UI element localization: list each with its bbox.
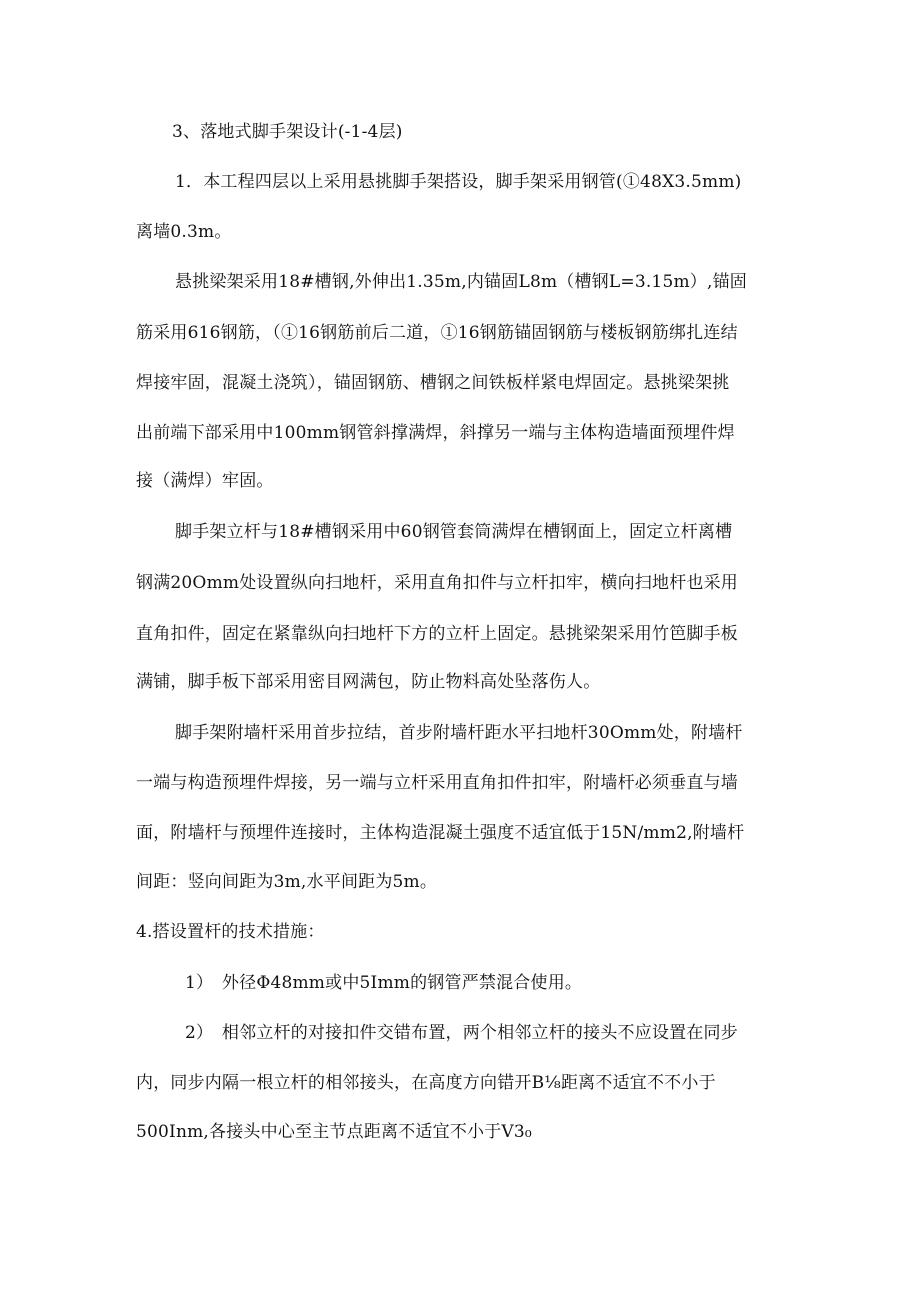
list-item-2-line-1: 2） 相邻立杆的对接扣件交错布置，两个相邻立杆的接头不应设置在同步	[185, 1023, 738, 1043]
list-item-1: 1） 外径Φ48mm或中5Imm的钢管严禁混合使用。	[185, 973, 583, 993]
para3-line-2: 钢满20Omm处设置纵向扫地杆，采用直角扣件与立杆扣牢，横向扫地杆也采用	[136, 573, 739, 593]
para3-line-1: 脚手架立杆与18#槽钢采用中60钢管套筒满焊在槽钢面上，固定立杆离槽	[175, 522, 733, 542]
para1-line-2: 离墙0.3m。	[136, 222, 232, 242]
para2-line-3: 焊接牢固，混凝土浇筑），锚固钢筋、槽钢之间铁板样紧电焊固定。悬挑梁架挑	[136, 373, 730, 393]
para2-line-4: 出前端下部采用中100mm钢管斜撑满焊，斜撑另一端与主体构造墙面预埋件焊	[136, 423, 735, 443]
para4-line-2: 一端与构造预埋件焊接，另一端与立杆采用直角扣件扣牢，附墙杆必须垂直与墙	[136, 773, 738, 793]
para3-line-4: 满铺，脚手板下部采用密目网满包，防止物料高处坠落伤人。	[136, 672, 601, 692]
para4-line-3: 面，附墙杆与预埋件连接时，主体构造混凝土强度不适宜低于15N∕mm2,附墙杆	[136, 823, 745, 843]
para4-line-1: 脚手架附墙杆采用首步拉结，首步附墙杆距水平扫地杆30Omm处，附墙杆	[175, 723, 743, 743]
section4-title: 4.搭设置杆的技术措施：	[136, 922, 325, 942]
para3-line-3: 直角扣件，固定在紧靠纵向扫地杆下方的立杆上固定。悬挑梁架采用竹笆脚手板	[136, 624, 738, 644]
para2-line-5: 接（满焊）牢固。	[136, 471, 274, 491]
section-heading: 3、落地式脚手架设计(-1-4层)	[172, 122, 403, 142]
list-item-2-line-3: 500Inm,各接头中心至主节点距离不适宜不小于V3₀	[136, 1122, 532, 1142]
para1-line-1: 1．本工程四层以上采用悬挑脚手架搭设，脚手架采用钢管(①48X3.5mm)	[175, 172, 742, 192]
para4-line-4: 间距：竖向间距为3m,水平间距为5m。	[136, 872, 438, 892]
list-item-2-line-2: 内，同步内隔一根立杆的相邻接头，在高度方向错开B⅛距离不适宜不不小于	[136, 1073, 716, 1093]
para2-line-2: 筋采用616钢筋，（①16钢筋前后二道，①16钢筋锚固钢筋与楼板钢筋绑扎连结	[136, 323, 738, 343]
para2-line-1: 悬挑梁架采用18#槽钢,外伸出1.35m,内锚固L8m（槽钢L=3.15m）,锚固	[175, 272, 747, 292]
